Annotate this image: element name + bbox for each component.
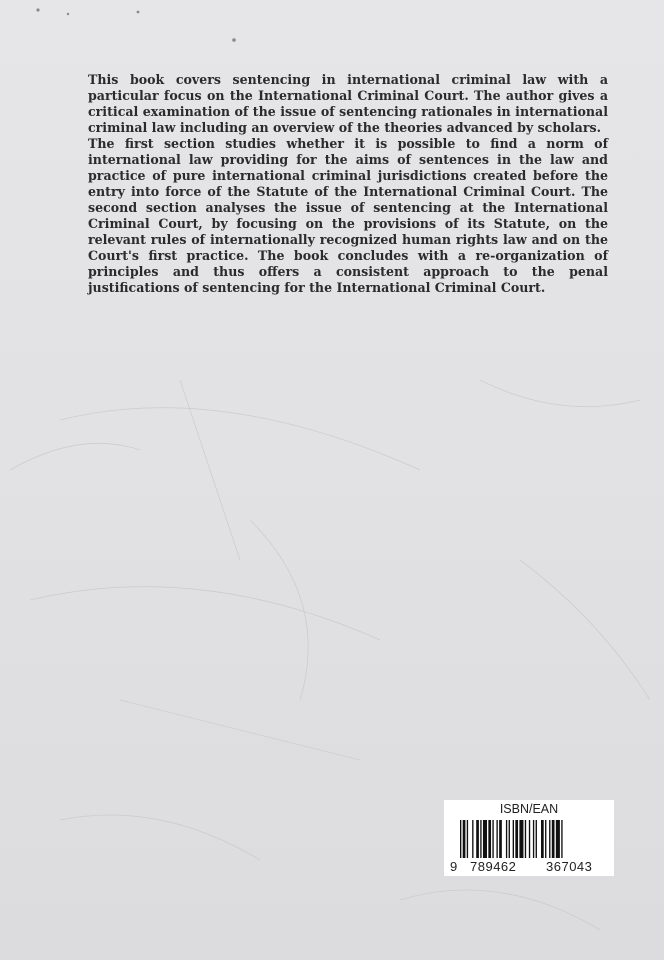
barcode-bar [488, 820, 491, 858]
barcode-bar [536, 820, 537, 858]
barcode-bar [549, 820, 550, 858]
barcode-bar [476, 820, 479, 858]
barcode-bar [533, 820, 534, 858]
barcode-bar [506, 820, 507, 858]
isbn-digit-first: 9 [450, 859, 458, 874]
barcode-bar [545, 820, 546, 858]
isbn-digits-left: 789462 [470, 859, 517, 874]
barcode-bar [463, 820, 466, 858]
barcode-bar [509, 820, 510, 858]
barcode-bar [529, 820, 530, 858]
barcode-bar [541, 820, 544, 858]
barcode-bar [499, 820, 502, 858]
blurb-paragraph-1: This book covers sentencing in international criminal law with a particular focus on the International Criminal Court. The author gives a critical examination of the issue of sentencing rationales in international criminal law including an overview of the theories advanced by scholars. [88, 72, 608, 135]
barcode-bar [483, 820, 487, 858]
barcode-bar [513, 820, 514, 858]
barcode-bar [460, 820, 461, 858]
isbn-digits-right: 367043 [546, 859, 593, 874]
barcode-bar [525, 820, 526, 858]
blurb-paragraph-2: The first section studies whether it is possible to find a norm of international law providing for the aims of sentences in the law and practice of pure international criminal jurisdictions created before the entry into force of the Statute of the International Criminal Court. The second section analyses the issue of sentencing at the International Criminal Court, by focusing on the provisions of its Statute, on the relevant rules of internationally recognized human rights law and on the Court's first practice. The book concludes with a re-organization of principles and thus offers a consistent approach to the penal justifications of sentencing for the International Criminal Court. [88, 136, 608, 295]
barcode-bar [519, 820, 523, 858]
barcode-bar [492, 820, 493, 858]
barcode-bar [467, 820, 468, 858]
barcode-bar [480, 820, 481, 858]
barcode-bar [515, 820, 518, 858]
barcode-bar [496, 820, 497, 858]
back-cover-blurb [88, 72, 608, 296]
barcode-bar [472, 820, 473, 858]
isbn-label: ISBN/EAN [499, 802, 559, 816]
barcode-bar [556, 820, 560, 858]
barcode-bar [552, 820, 555, 858]
barcode-icon [460, 820, 604, 860]
isbn-barcode-box [444, 800, 614, 876]
barcode-bar [561, 820, 562, 858]
